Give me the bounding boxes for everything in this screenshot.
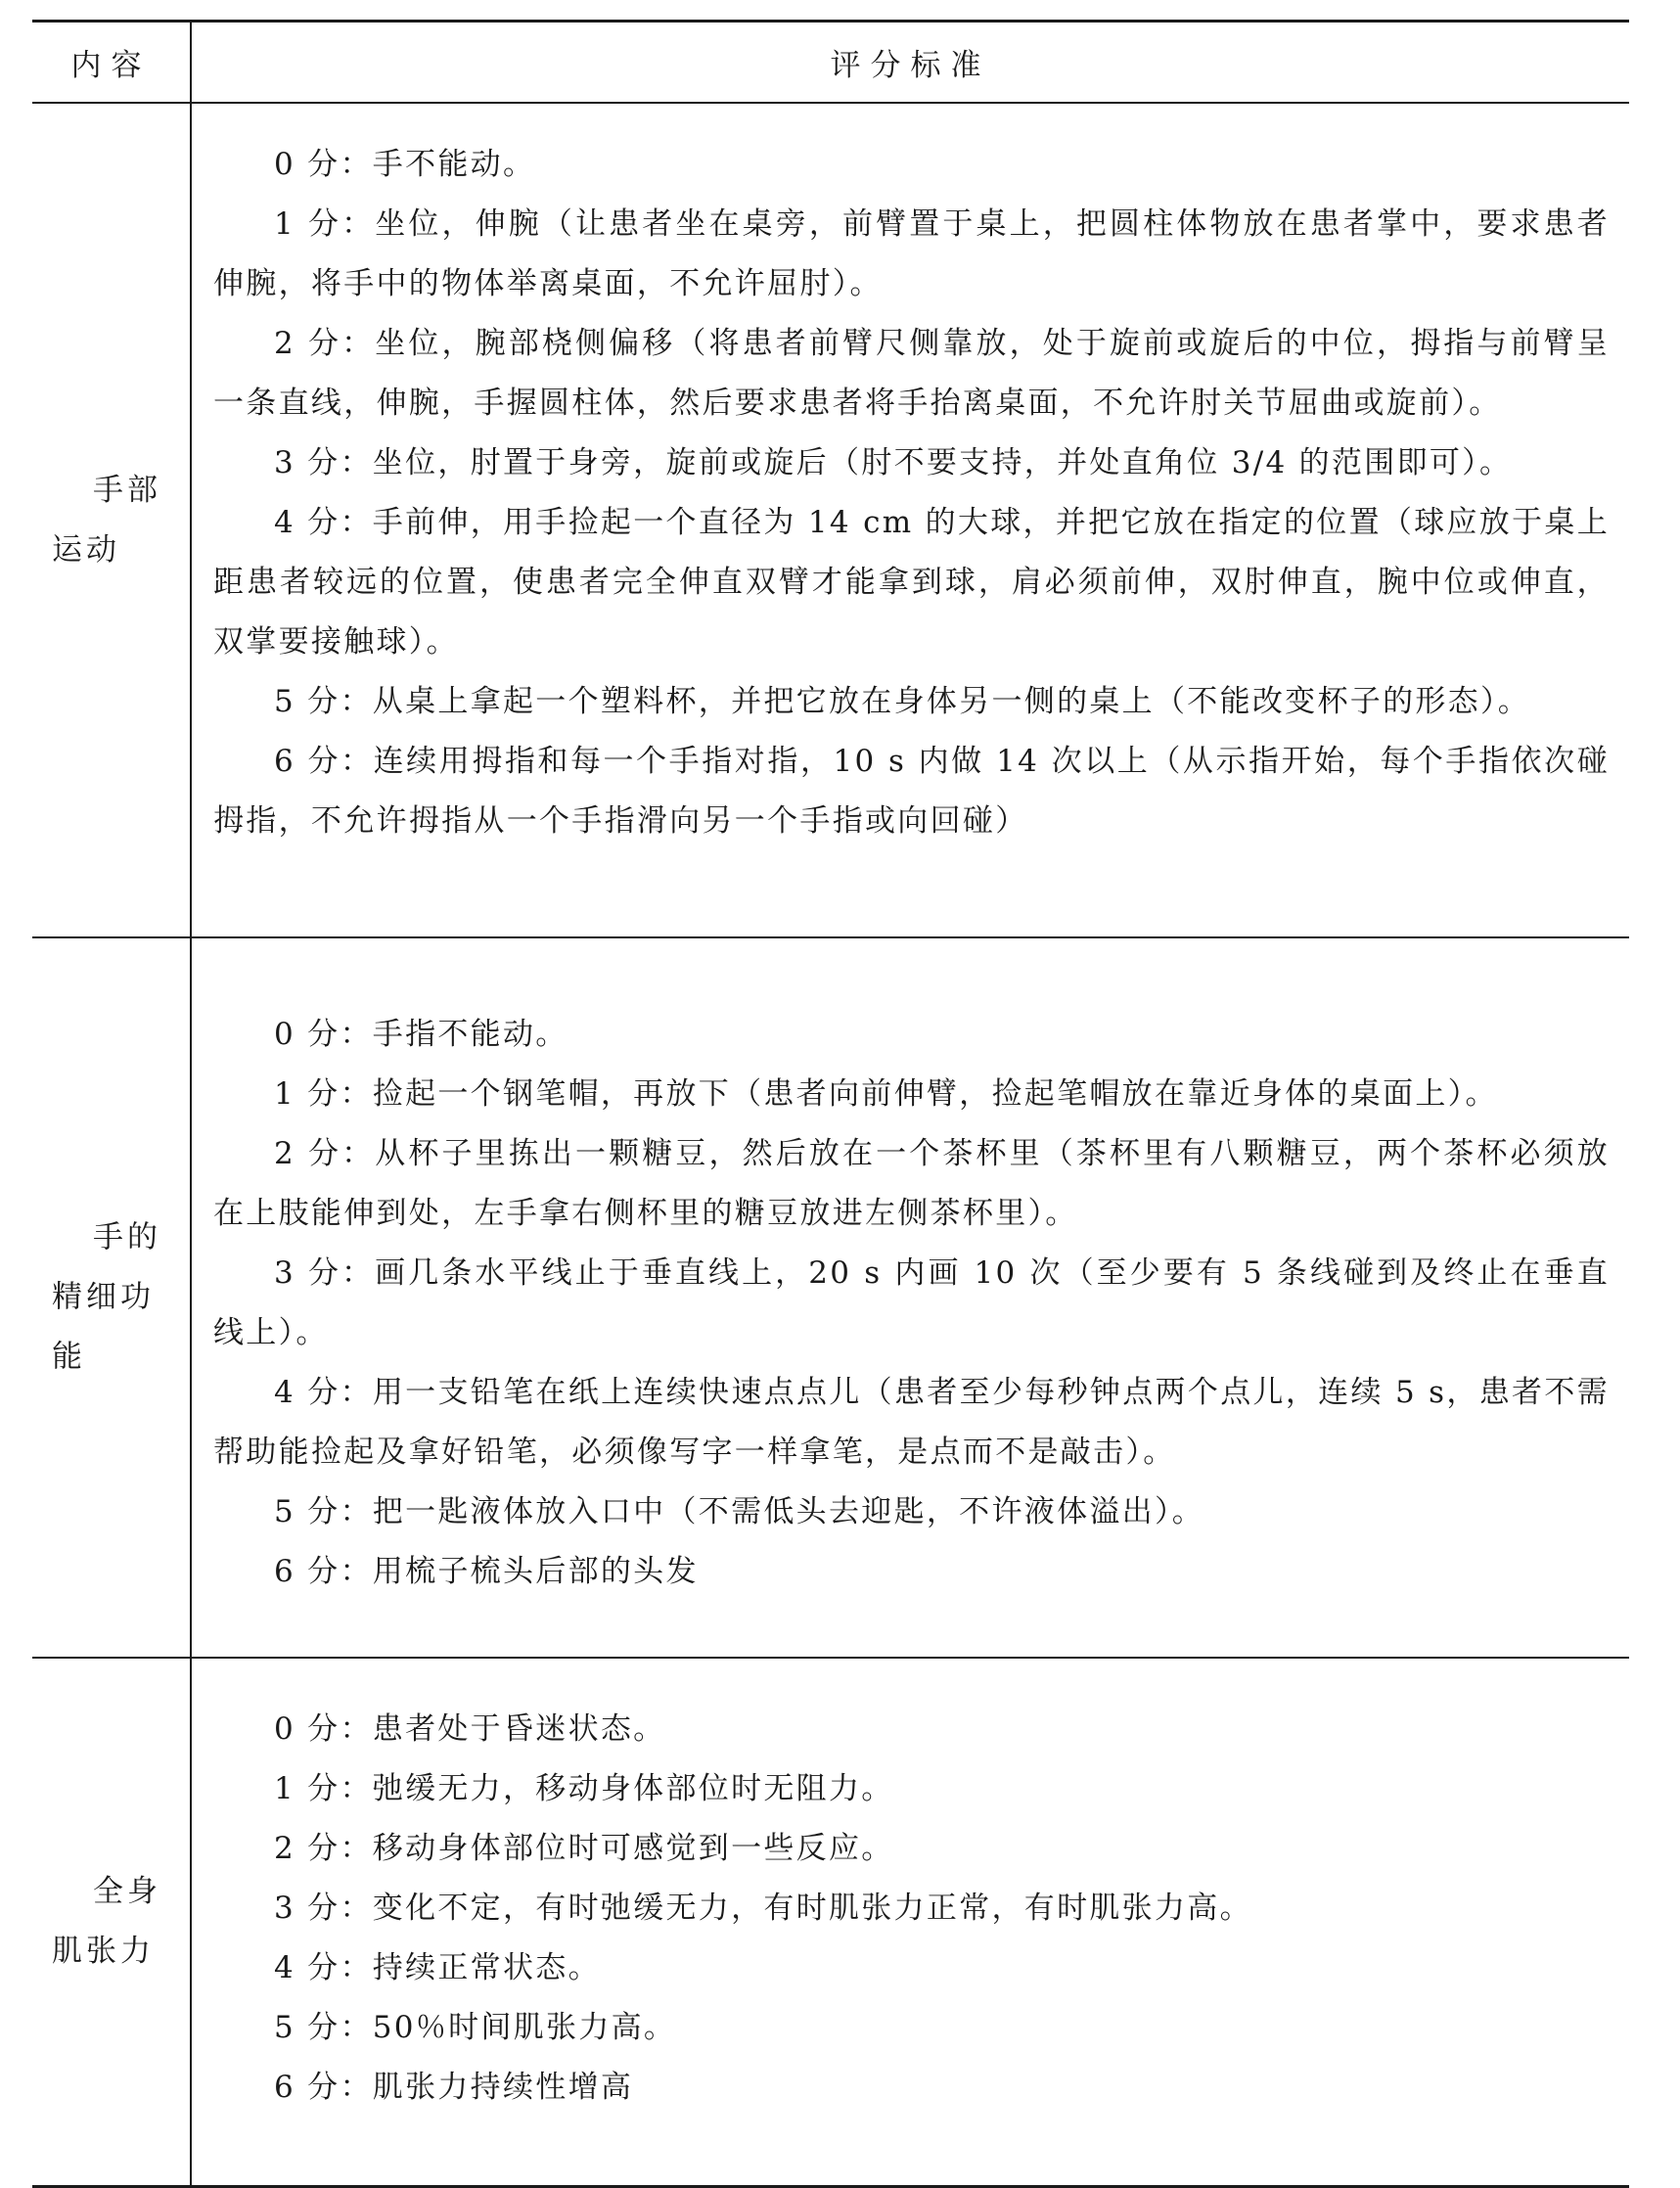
criteria-item: 0 分：手不能动。: [274, 147, 536, 182]
content-label: [32, 461, 190, 580]
criteria-item: 0 分：患者处于昏迷状态。: [274, 1711, 666, 1747]
criteria-item: 4 分：手前伸，用手捡起一个直径为 14 cm 的大球，并把它放在指定的位置（球应放于桌上距患者较远的位置，使患者完全伸直双臂才能拿到球，肩必须前伸，双肘伸直，腕中位或伸直，双掌要接触球）。: [213, 505, 1610, 660]
content-label-line: 精细功: [52, 1279, 155, 1315]
criteria-item: 3 分：画几条水平线止于垂直线上，20 s 内画 10 次（至少要有 5 条线碰到及终止在垂直线上）。: [213, 1255, 1610, 1350]
criteria-item: 1 分：坐位，伸腕（让患者坐在桌旁，前臂置于桌上，把圆柱体物放在患者掌中，要求患者伸腕，将手中的物体举离桌面，不允许屈肘）。: [213, 206, 1610, 301]
table-row-fine-hand-function: [32, 938, 1629, 1659]
content-label-line: 运动: [52, 531, 120, 568]
criteria-item: 1 分：弛缓无力，移动身体部位时无阻力。: [274, 1771, 894, 1806]
content-label-line: 手的: [93, 1219, 161, 1255]
criteria-item: 4 分：用一支铅笔在纸上连续快速点点儿（患者至少每秒钟点两个点儿，连续 5 s，患者不需帮助能捡起及拿好铅笔，必须像写字一样拿笔，是点而不是敲击）。: [213, 1375, 1610, 1470]
criteria-item: 2 分：坐位，腕部桡侧偏移（将患者前臂尺侧靠放，处于旋前或旋后的中位，拇指与前臂呈一条直线，伸腕，手握圆柱体，然后要求患者将手抬离桌面，不允许肘关节屈曲或旋前）。: [213, 326, 1610, 421]
criteria-item: 6 分：用梳子梳头后部的头发: [274, 1554, 699, 1589]
content-label-line: 手部: [93, 472, 161, 508]
content-label: [32, 1862, 190, 1982]
criteria-list: [213, 1005, 1610, 1602]
criteria-item: 4 分：持续正常状态。: [274, 1950, 601, 1985]
header-content-cell: 内容: [32, 23, 192, 102]
criteria-item: 5 分：把一匙液体放入口中（不需低头去迎匙，不许液体溢出）。: [274, 1494, 1205, 1529]
content-label-line: 肌张力: [52, 1934, 155, 1969]
criteria-list: [213, 1700, 1610, 2118]
criteria-item: 2 分：移动身体部位时可感觉到一些反应。: [274, 1831, 894, 1866]
criteria-cell: [192, 1659, 1629, 2185]
table-row-hand-movement: [32, 104, 1629, 938]
criteria-item: 6 分：肌张力持续性增高: [274, 2070, 634, 2105]
scoring-table: [32, 20, 1629, 2188]
criteria-item: 5 分：50％时间肌张力高。: [274, 2010, 677, 2045]
criteria-item: 1 分：捡起一个钢笔帽，再放下（患者向前伸臂，捡起笔帽放在靠近身体的桌面上）。: [274, 1076, 1498, 1112]
criteria-cell: [192, 938, 1629, 1657]
content-label: [32, 1208, 190, 1388]
table-row-general-muscle-tone: [32, 1659, 1629, 2185]
content-label-line: 全身: [93, 1874, 161, 1909]
content-cell: [32, 938, 192, 1657]
criteria-item: 6 分：连续用拇指和每一个手指对指，10 s 内做 14 次以上（从示指开始，每个手指依次碰拇指，不允许拇指从一个手指滑向另一个手指或向回碰）: [213, 744, 1610, 839]
criteria-list: [213, 135, 1610, 851]
content-cell: [32, 104, 192, 936]
criteria-item: 5 分：从桌上拿起一个塑料杯，并把它放在身体另一侧的桌上（不能改变杯子的形态）。: [274, 684, 1531, 719]
content-cell: [32, 1659, 192, 2185]
header-criteria-cell: 评分标准: [830, 48, 991, 83]
criteria-cell: [192, 104, 1629, 936]
criteria-item: 3 分：变化不定，有时弛缓无力，有时肌张力正常，有时肌张力高。: [274, 1891, 1252, 1926]
criteria-item: 0 分：手指不能动。: [274, 1017, 568, 1052]
table-header-row: [32, 23, 1629, 104]
content-label-line: 能: [52, 1339, 86, 1375]
criteria-item: 2 分：从杯子里拣出一颗糖豆，然后放在一个茶杯里（茶杯里有八颗糖豆，两个茶杯必须放在上肢能伸到处，左手拿右侧杯里的糖豆放进左侧茶杯里）。: [213, 1136, 1610, 1231]
criteria-item: 3 分：坐位，肘置于身旁，旋前或旋后（肘不要支持，并处直角位 3/4 的范围即可）。: [274, 445, 1513, 480]
